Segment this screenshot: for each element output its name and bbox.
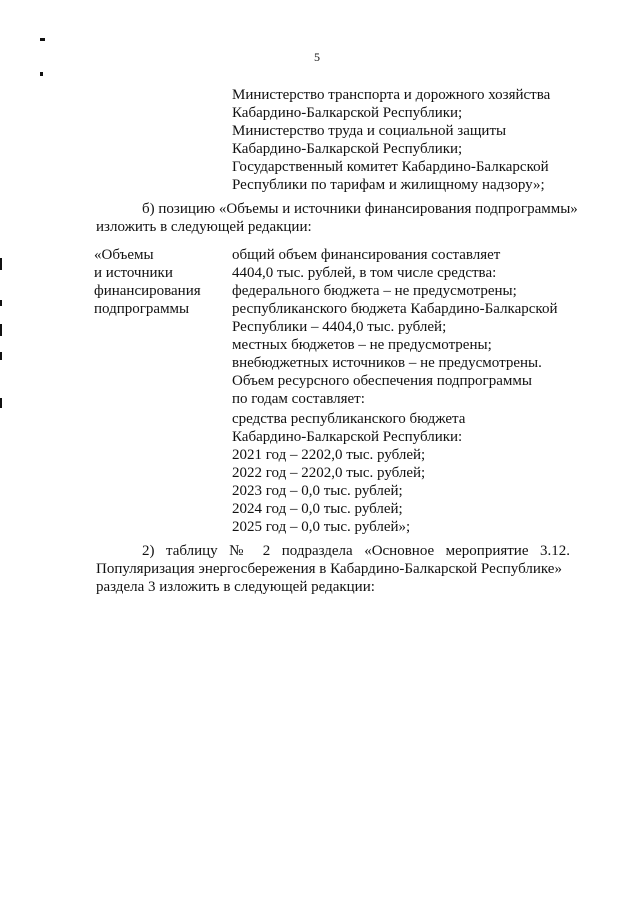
table-value-line: федерального бюджета – не предусмотрены; [232,283,517,299]
table-label-line: финансирования [94,283,201,299]
table-label-line: и источники [94,265,173,281]
scan-mark [40,38,45,41]
table-value-line: 2022 год – 2202,0 тыс. рублей; [232,465,426,481]
scan-mark [0,324,2,336]
table-value-line: 2024 год – 0,0 тыс. рублей; [232,501,403,517]
table-value-line: 2025 год – 0,0 тыс. рублей»; [232,519,411,535]
table-value-line: внебюджетных источников – не предусмотрены. [232,355,542,371]
paragraph-line: Популяризация энергосбережения в Кабардино-Балкарской Республике» [96,561,562,577]
table-value-line: 2021 год – 2202,0 тыс. рублей; [232,447,426,463]
scan-mark [0,352,2,360]
header-line: Кабардино-Балкарской Республики; [232,105,463,121]
table-value-line: 4404,0 тыс. рублей, в том числе средства: [232,265,497,281]
paragraph-line: изложить в следующей редакции: [96,219,312,235]
scan-mark [40,72,43,76]
table-value-line: 2023 год – 0,0 тыс. рублей; [232,483,403,499]
table-value-line: Кабардино-Балкарской Республики: [232,429,463,445]
table-value-line: республиканского бюджета Кабардино-Балкарской [232,301,558,317]
table-value-line: по годам составляет: [232,391,365,407]
header-line: Министерство труда и социальной защиты [232,123,507,139]
scan-mark [0,398,2,408]
header-line: Государственный комитет Кабардино-Балкарской [232,159,549,175]
table-label-line: «Объемы [94,247,154,263]
table-label-line: подпрограммы [94,301,190,317]
table-value-line: средства республиканского бюджета [232,411,466,427]
scan-mark [0,300,2,306]
paragraph-line: раздела 3 изложить в следующей редакции: [96,579,375,595]
header-line: Кабардино-Балкарской Республики; [232,141,463,157]
table-value-line: местных бюджетов – не предусмотрены; [232,337,492,353]
paragraph-line: б) позицию «Объемы и источники финансирования подпрограммы» [142,201,578,217]
page-number: 5 [314,50,320,64]
paragraph-line: 2) таблицу № 2 подраздела «Основное мероприятие 3.12. [142,543,570,559]
table-value-line: Объем ресурсного обеспечения подпрограммы [232,373,532,389]
scan-mark [0,258,2,270]
header-line: Республики по тарифам и жилищному надзору»; [232,177,545,193]
table-value-line: Республики – 4404,0 тыс. рублей; [232,319,447,335]
table-value-line: общий объем финансирования составляет [232,247,501,263]
header-line: Министерство транспорта и дорожного хозяйства [232,87,551,103]
